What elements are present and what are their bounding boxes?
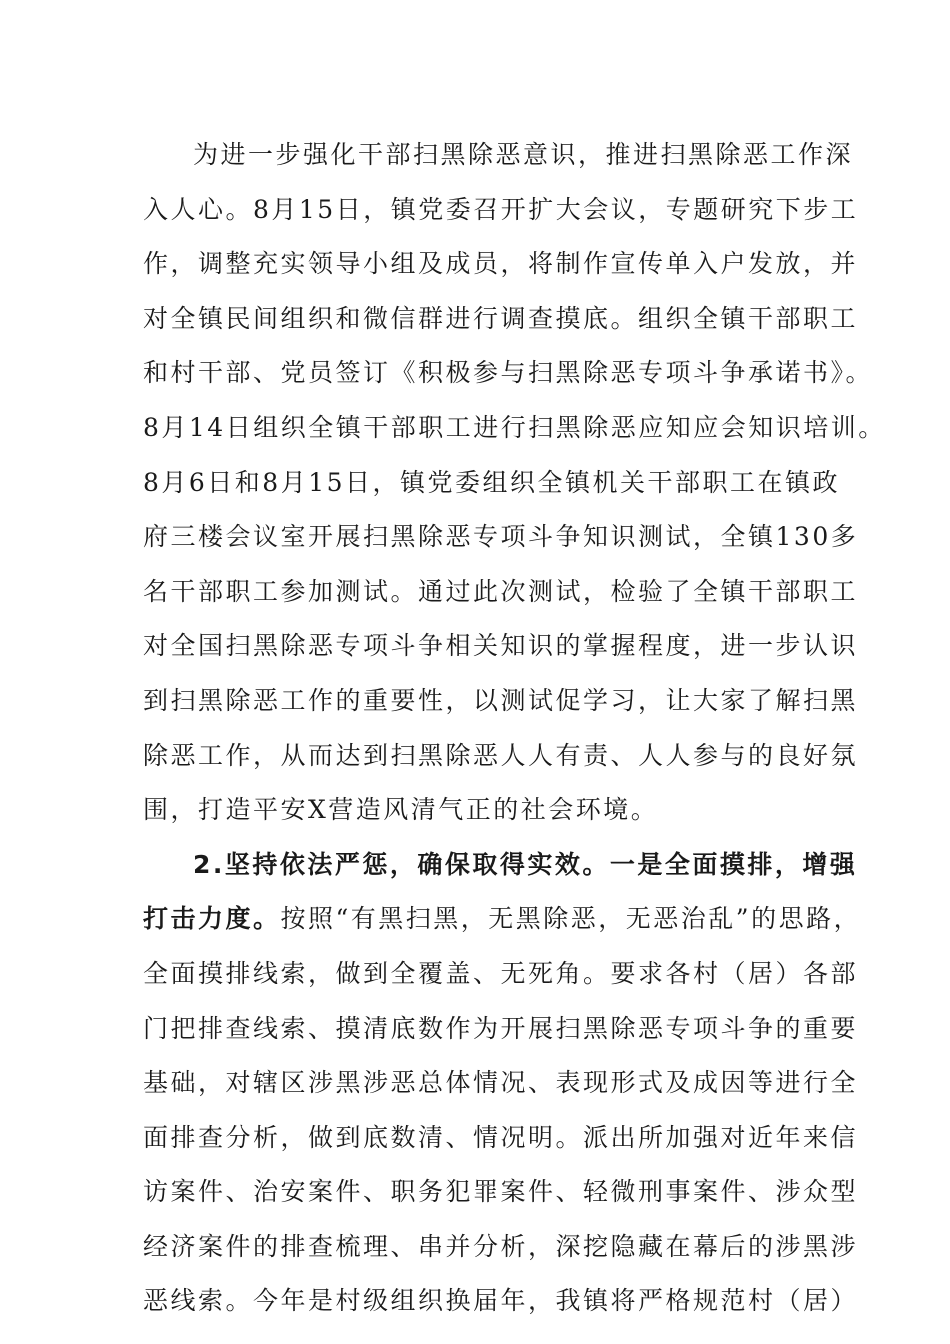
- paragraph-2-line: 门把排查线索、摸清底数作为开展扫黑除恶专项斗争的重要: [143, 1013, 859, 1043]
- document-body: [143, 128, 886, 1329]
- paragraph-2-line: 基础，对辖区涉黑涉恶总体情况、表现形式及成因等进行全: [143, 1068, 859, 1098]
- paragraph-2-line: 面排查分析，做到底数清、情况明。派出所加强对近年来信: [143, 1122, 859, 1152]
- paragraph-1-line: 8月14日组织全镇干部职工进行扫黑除恶应知应会知识培训。: [143, 412, 886, 442]
- paragraph-1-line: 对全国扫黑除恶专项斗争相关知识的掌握程度，进一步认识: [143, 631, 859, 661]
- paragraph-2-line: 全面摸排线索，做到全覆盖、无死角。要求各村（居）各部: [143, 958, 859, 988]
- section-heading-line: 2.坚持依法严惩，确保取得实效。一是全面摸排，增强: [193, 849, 858, 879]
- paragraph-1-line: 作，调整充实领导小组及成员，将制作宣传单入户发放，并: [143, 249, 859, 279]
- paragraph-2-line: 恶线索。今年是村级组织换届年，我镇将严格规范村（居）: [143, 1286, 859, 1316]
- paragraph-1-line: 8月6日和8月15日，镇党委组织全镇机关干部职工在镇政: [143, 467, 841, 497]
- paragraph-1-line: 为进一步强化干部扫黑除恶意识，推进扫黑除恶工作深: [193, 140, 854, 169]
- paragraph-1-line: 入人心。8月15日，镇党委召开扩大会议，专题研究下步工: [143, 194, 859, 224]
- paragraph-1-line: 府三楼会议室开展扫黑除恶专项斗争知识测试，全镇130多: [143, 522, 859, 552]
- paragraph-1-line: 和村干部、党员签订《积极参与扫黑除恶专项斗争承诺书》。: [143, 358, 874, 388]
- paragraph-2-text: 按照“有黑扫黑，无黑除恶，无恶治乱”的思路，: [280, 904, 862, 934]
- paragraph-1-line: 对全镇民间组织和微信群进行调查摸底。组织全镇干部职工: [143, 303, 859, 333]
- paragraph-1-line: 围，打造平安X营造风清气正的社会环境。: [143, 795, 659, 825]
- paragraph-1-line: 除恶工作，从而达到扫黑除恶人人有责、人人参与的良好氛: [143, 740, 859, 770]
- section-heading-continuation: [143, 892, 862, 947]
- paragraph-1-line: 到扫黑除恶工作的重要性，以测试促学习，让大家了解扫黑: [143, 685, 859, 715]
- bold-subheading: 打击力度。: [143, 904, 281, 934]
- paragraph-2-line: 访案件、治安案件、职务犯罪案件、轻微刑事案件、涉众型: [143, 1177, 859, 1207]
- paragraph-1-line: 名干部职工参加测试。通过此次测试，检验了全镇干部职工: [143, 576, 859, 606]
- paragraph-2-line: 经济案件的排查梳理、串并分析，深挖隐藏在幕后的涉黑涉: [143, 1231, 859, 1261]
